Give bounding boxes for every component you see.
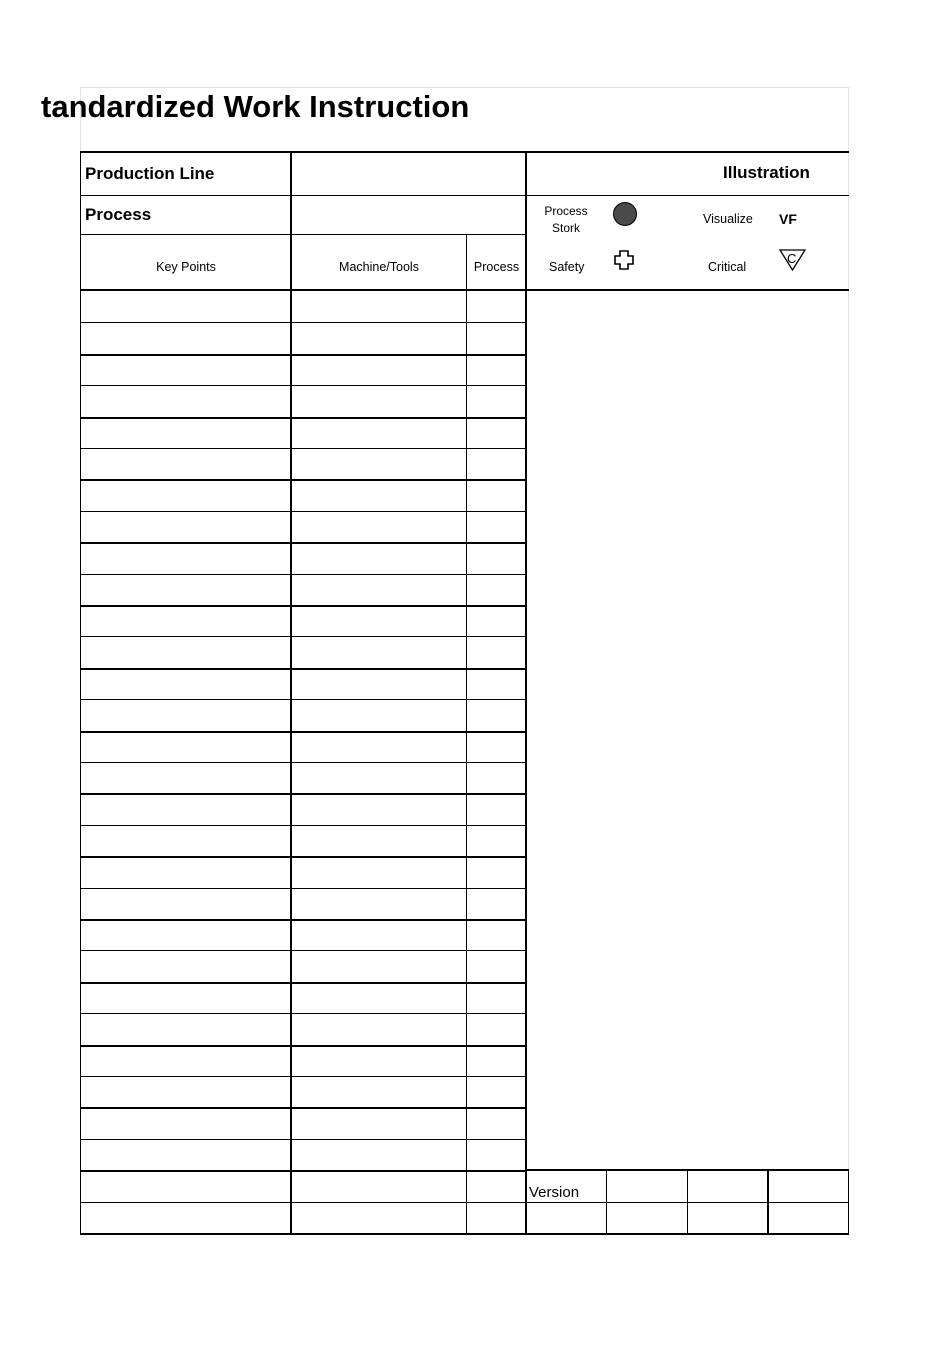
process-label: Process — [85, 205, 152, 224]
legend-critical-symbol: C — [787, 251, 797, 266]
table-row[interactable] — [81, 1107, 526, 1138]
row-divider — [80, 479, 526, 481]
table-bottom-border — [80, 1233, 849, 1235]
table-row[interactable] — [81, 668, 526, 699]
frame-right — [848, 87, 849, 1234]
row-divider — [80, 574, 526, 575]
filled-circle-icon — [613, 202, 637, 226]
row-divider — [80, 856, 526, 858]
header-top-border — [80, 151, 849, 153]
row-divider — [80, 1170, 526, 1172]
col-header-key-points: Key Points — [156, 260, 216, 274]
table-row[interactable] — [81, 354, 526, 385]
safety-cross-icon — [613, 249, 635, 271]
row-divider — [80, 982, 526, 984]
table-row[interactable] — [81, 1202, 526, 1233]
table-row[interactable] — [81, 291, 526, 322]
col-header-process: Process — [473, 260, 520, 274]
illustration-label: Illustration — [723, 163, 810, 182]
process-value[interactable] — [296, 205, 521, 227]
row-divider — [80, 417, 526, 419]
legend-critical-label: Critical — [708, 260, 747, 274]
table-row[interactable] — [81, 542, 526, 573]
table-row[interactable] — [81, 699, 526, 730]
row-divider — [80, 511, 526, 512]
table-row[interactable] — [81, 825, 526, 856]
table-row[interactable] — [81, 793, 526, 824]
row-divider — [80, 919, 526, 921]
table-row[interactable] — [81, 574, 526, 605]
table-row[interactable] — [81, 950, 526, 981]
table-row[interactable] — [81, 1170, 526, 1201]
row-divider — [80, 1139, 526, 1140]
legend-process-stork-line1: Process — [544, 204, 588, 218]
illustration-area[interactable] — [527, 291, 848, 1169]
table-row[interactable] — [81, 919, 526, 950]
page-title: tandardized Work Instruction — [41, 89, 470, 124]
table-row[interactable] — [81, 1139, 526, 1170]
row-divider — [80, 825, 526, 826]
table-row[interactable] — [81, 888, 526, 919]
table-row[interactable] — [81, 982, 526, 1013]
header-divider-1 — [80, 195, 849, 196]
frame-top — [80, 87, 849, 88]
production-line-label: Production Line — [85, 164, 215, 183]
table-row[interactable] — [81, 417, 526, 448]
table-row[interactable] — [81, 605, 526, 636]
table-row[interactable] — [81, 479, 526, 510]
table-row[interactable] — [81, 511, 526, 542]
version-cell-3[interactable] — [769, 1171, 847, 1201]
row-divider — [80, 1076, 526, 1077]
row-divider — [80, 950, 526, 951]
table-row[interactable] — [81, 322, 526, 353]
row-divider — [80, 542, 526, 544]
row-divider — [80, 793, 526, 795]
row-divider — [80, 888, 526, 889]
row-divider — [80, 1202, 526, 1203]
table-row[interactable] — [81, 1045, 526, 1076]
col-header-machine-tools: Machine/Tools — [339, 260, 419, 274]
row-divider — [80, 636, 526, 637]
legend-process-stork — [538, 203, 594, 237]
table-row[interactable] — [81, 856, 526, 887]
table-row[interactable] — [81, 385, 526, 416]
version-cell-1[interactable] — [607, 1171, 686, 1201]
row-divider — [80, 322, 526, 323]
version-right-border — [848, 1170, 849, 1234]
table-row[interactable] — [81, 448, 526, 479]
row-divider — [80, 605, 526, 607]
version-cell-2[interactable] — [688, 1171, 766, 1201]
table-row[interactable] — [81, 636, 526, 667]
row-divider — [80, 354, 526, 356]
legend-process-stork-line2: Stork — [551, 221, 580, 235]
version-label: Version — [529, 1184, 580, 1201]
production-line-value[interactable] — [296, 164, 521, 186]
row-divider — [80, 762, 526, 763]
legend-safety-label: Safety — [549, 260, 585, 274]
table-row[interactable] — [81, 762, 526, 793]
row-divider — [80, 668, 526, 670]
table-row[interactable] — [81, 1076, 526, 1107]
row-divider — [80, 448, 526, 449]
table-row[interactable] — [81, 1013, 526, 1044]
row-divider — [80, 385, 526, 386]
legend-visualize-symbol: VF — [779, 211, 797, 227]
row-divider — [80, 1045, 526, 1047]
row-divider — [80, 731, 526, 733]
table-row[interactable] — [81, 731, 526, 762]
row-divider — [80, 699, 526, 700]
row-divider — [80, 1013, 526, 1014]
legend-visualize-label: Visualize — [703, 212, 753, 226]
row-divider — [80, 1107, 526, 1109]
header-divider-2 — [80, 234, 526, 235]
